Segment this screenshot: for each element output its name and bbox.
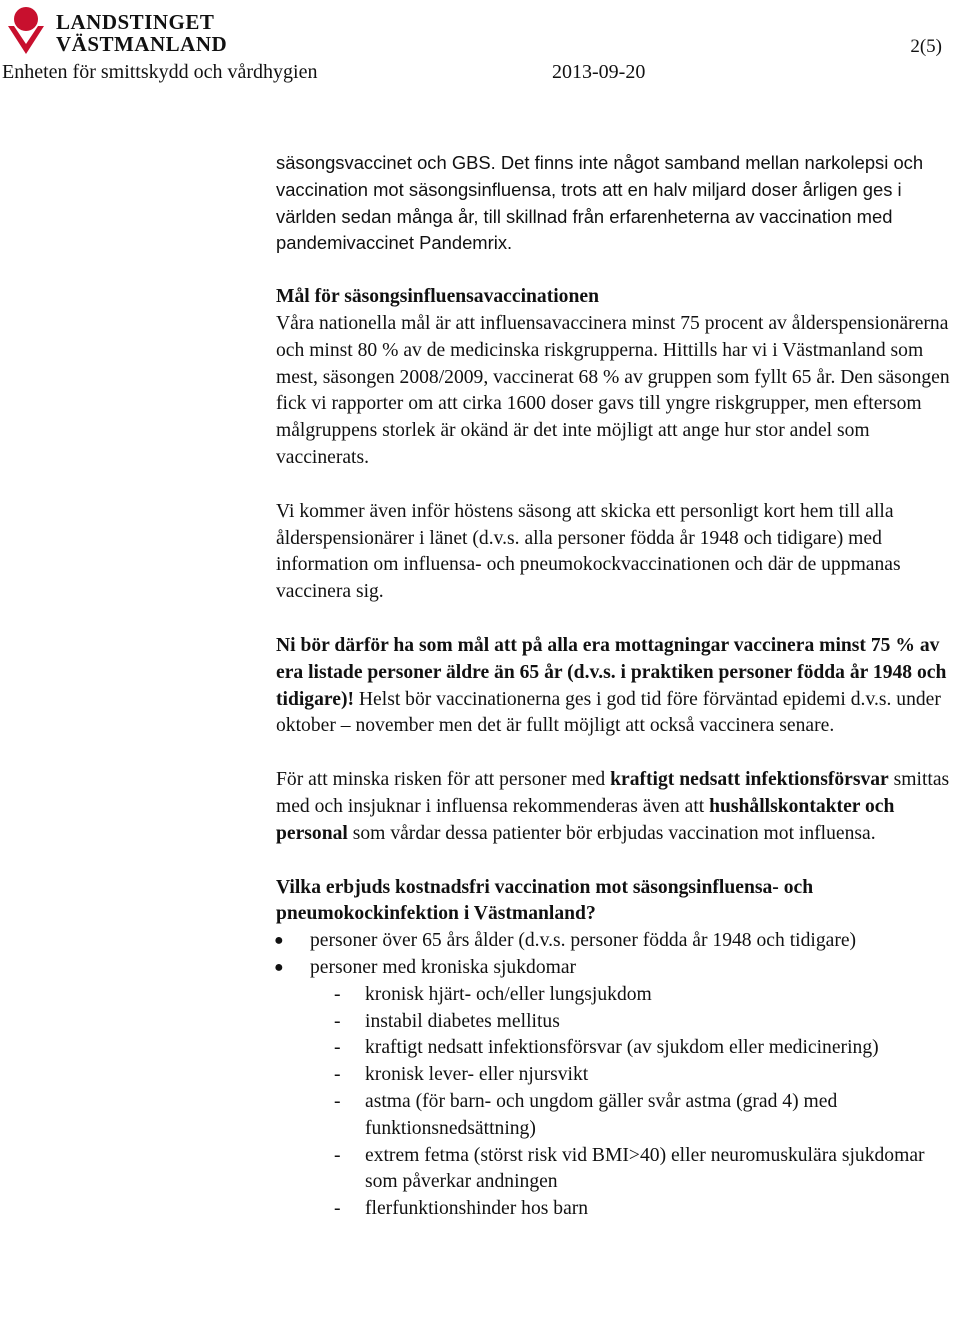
chronic-disease-list xyxy=(276,982,960,1223)
list-item: ● personer med kroniska sjukdomar xyxy=(276,955,960,982)
intro-paragraph: säsongsvaccinet och GBS. Det finns inte något samband mellan narkolepsi och vaccination mot säsongsinfluensa, trots att en halv miljard doser årligen ges i världen sedan många år, till skillnad från erfarenheterna av vaccination med pandemivaccinet Pandemrix. xyxy=(276,152,924,254)
risk-paragraph xyxy=(276,767,960,847)
list-item: - kronisk lever- eller njursvikt xyxy=(276,1062,960,1089)
document-body xyxy=(276,150,960,1223)
target-bold-text: Ni bör därför ha som mål att på alla era mottagningar vaccinera minst 75 % av era listade personer äldre än 65 år (d.v.s. i praktiken personer födda år 1948 och tidigare)! xyxy=(276,634,947,710)
unit-name: Enheten för smittskydd och vårdhygien xyxy=(2,61,318,83)
organization-logo xyxy=(4,4,228,56)
free-vaccination-heading: Vilka erbjuds kostnadsfri vaccination mot säsongsinfluensa- och pneumokockinfektion i Västmanland? xyxy=(276,876,814,925)
target-rest-text: Helst bör vaccinationerna ges i god tid före förväntad epidemi d.v.s. under oktober – november men det är fullt möjligt att också vaccinera senare. xyxy=(276,688,941,737)
risk-bold-1: kraftigt nedsatt infektionsförsvar xyxy=(610,769,889,791)
list-item: - astma (för barn- och ungdom gäller svår astma (grad 4) med funktionsnedsättning) xyxy=(276,1089,960,1143)
card-paragraph: Vi kommer även inför höstens säsong att skicka ett personligt kort hem till alla ålderspensionärer i länet (d.v.s. alla personer födda år 1948 och tidigare) med information om influensa- och pneumokockvaccinationen och där de uppmanas vaccinera sig. xyxy=(276,500,901,603)
document-date: 2013-09-20 xyxy=(552,61,646,83)
risk-text-2: smittas med och insjuknar i influensa rekommenderas även att xyxy=(276,769,950,817)
logo-mark-icon xyxy=(4,4,52,56)
risk-text-3: som vårdar dessa patienter bör erbjudas vaccination mot influensa. xyxy=(347,822,876,844)
list-item: - kronisk hjärt- och/eller lungsjukdom xyxy=(276,982,960,1009)
goal-heading: Mål för säsongsinfluensavaccinationen xyxy=(276,286,599,308)
risk-text-1: För att minska risken för att personer med xyxy=(276,769,611,791)
logo-line2: VÄSTMANLAND xyxy=(56,32,228,56)
logo-line1: LANDSTINGET xyxy=(56,10,215,34)
risk-bold-2: hushållskontakter och personal xyxy=(276,795,895,844)
target-paragraph xyxy=(276,633,960,740)
list-item: - kraftigt nedsatt infektionsförsvar (av sjukdom eller medicinering) xyxy=(276,1035,960,1062)
list-item: - instabil diabetes mellitus xyxy=(276,1009,960,1036)
goal-paragraph: Våra nationella mål är att influensavaccinera minst 75 procent av ålderspensionärerna och minst 80 % av de medicinska riskgrupperna. Hittills har vi i Västmanland som mest, säsongen 2008/2009, vaccinerat 68 % av gruppen som fyllt 65 år. Den säsongen fick vi rapporter om att cirka 1600 doser gavs till yngre riskgrupper, men eftersom målgruppens storlek är okänd är det inte möjligt att ange hur stor andel som vaccinerats. xyxy=(276,312,950,468)
eligibility-list xyxy=(276,928,960,982)
list-item: ● personer över 65 års ålder (d.v.s. personer födda år 1948 och tidigare) xyxy=(276,928,960,955)
page-number: 2(5) xyxy=(910,36,942,57)
list-item: - flerfunktionshinder hos barn xyxy=(276,1196,960,1223)
list-item: - extrem fetma (störst risk vid BMI>40) eller neuromuskulära sjukdomar som påverkar andningen xyxy=(276,1143,960,1197)
